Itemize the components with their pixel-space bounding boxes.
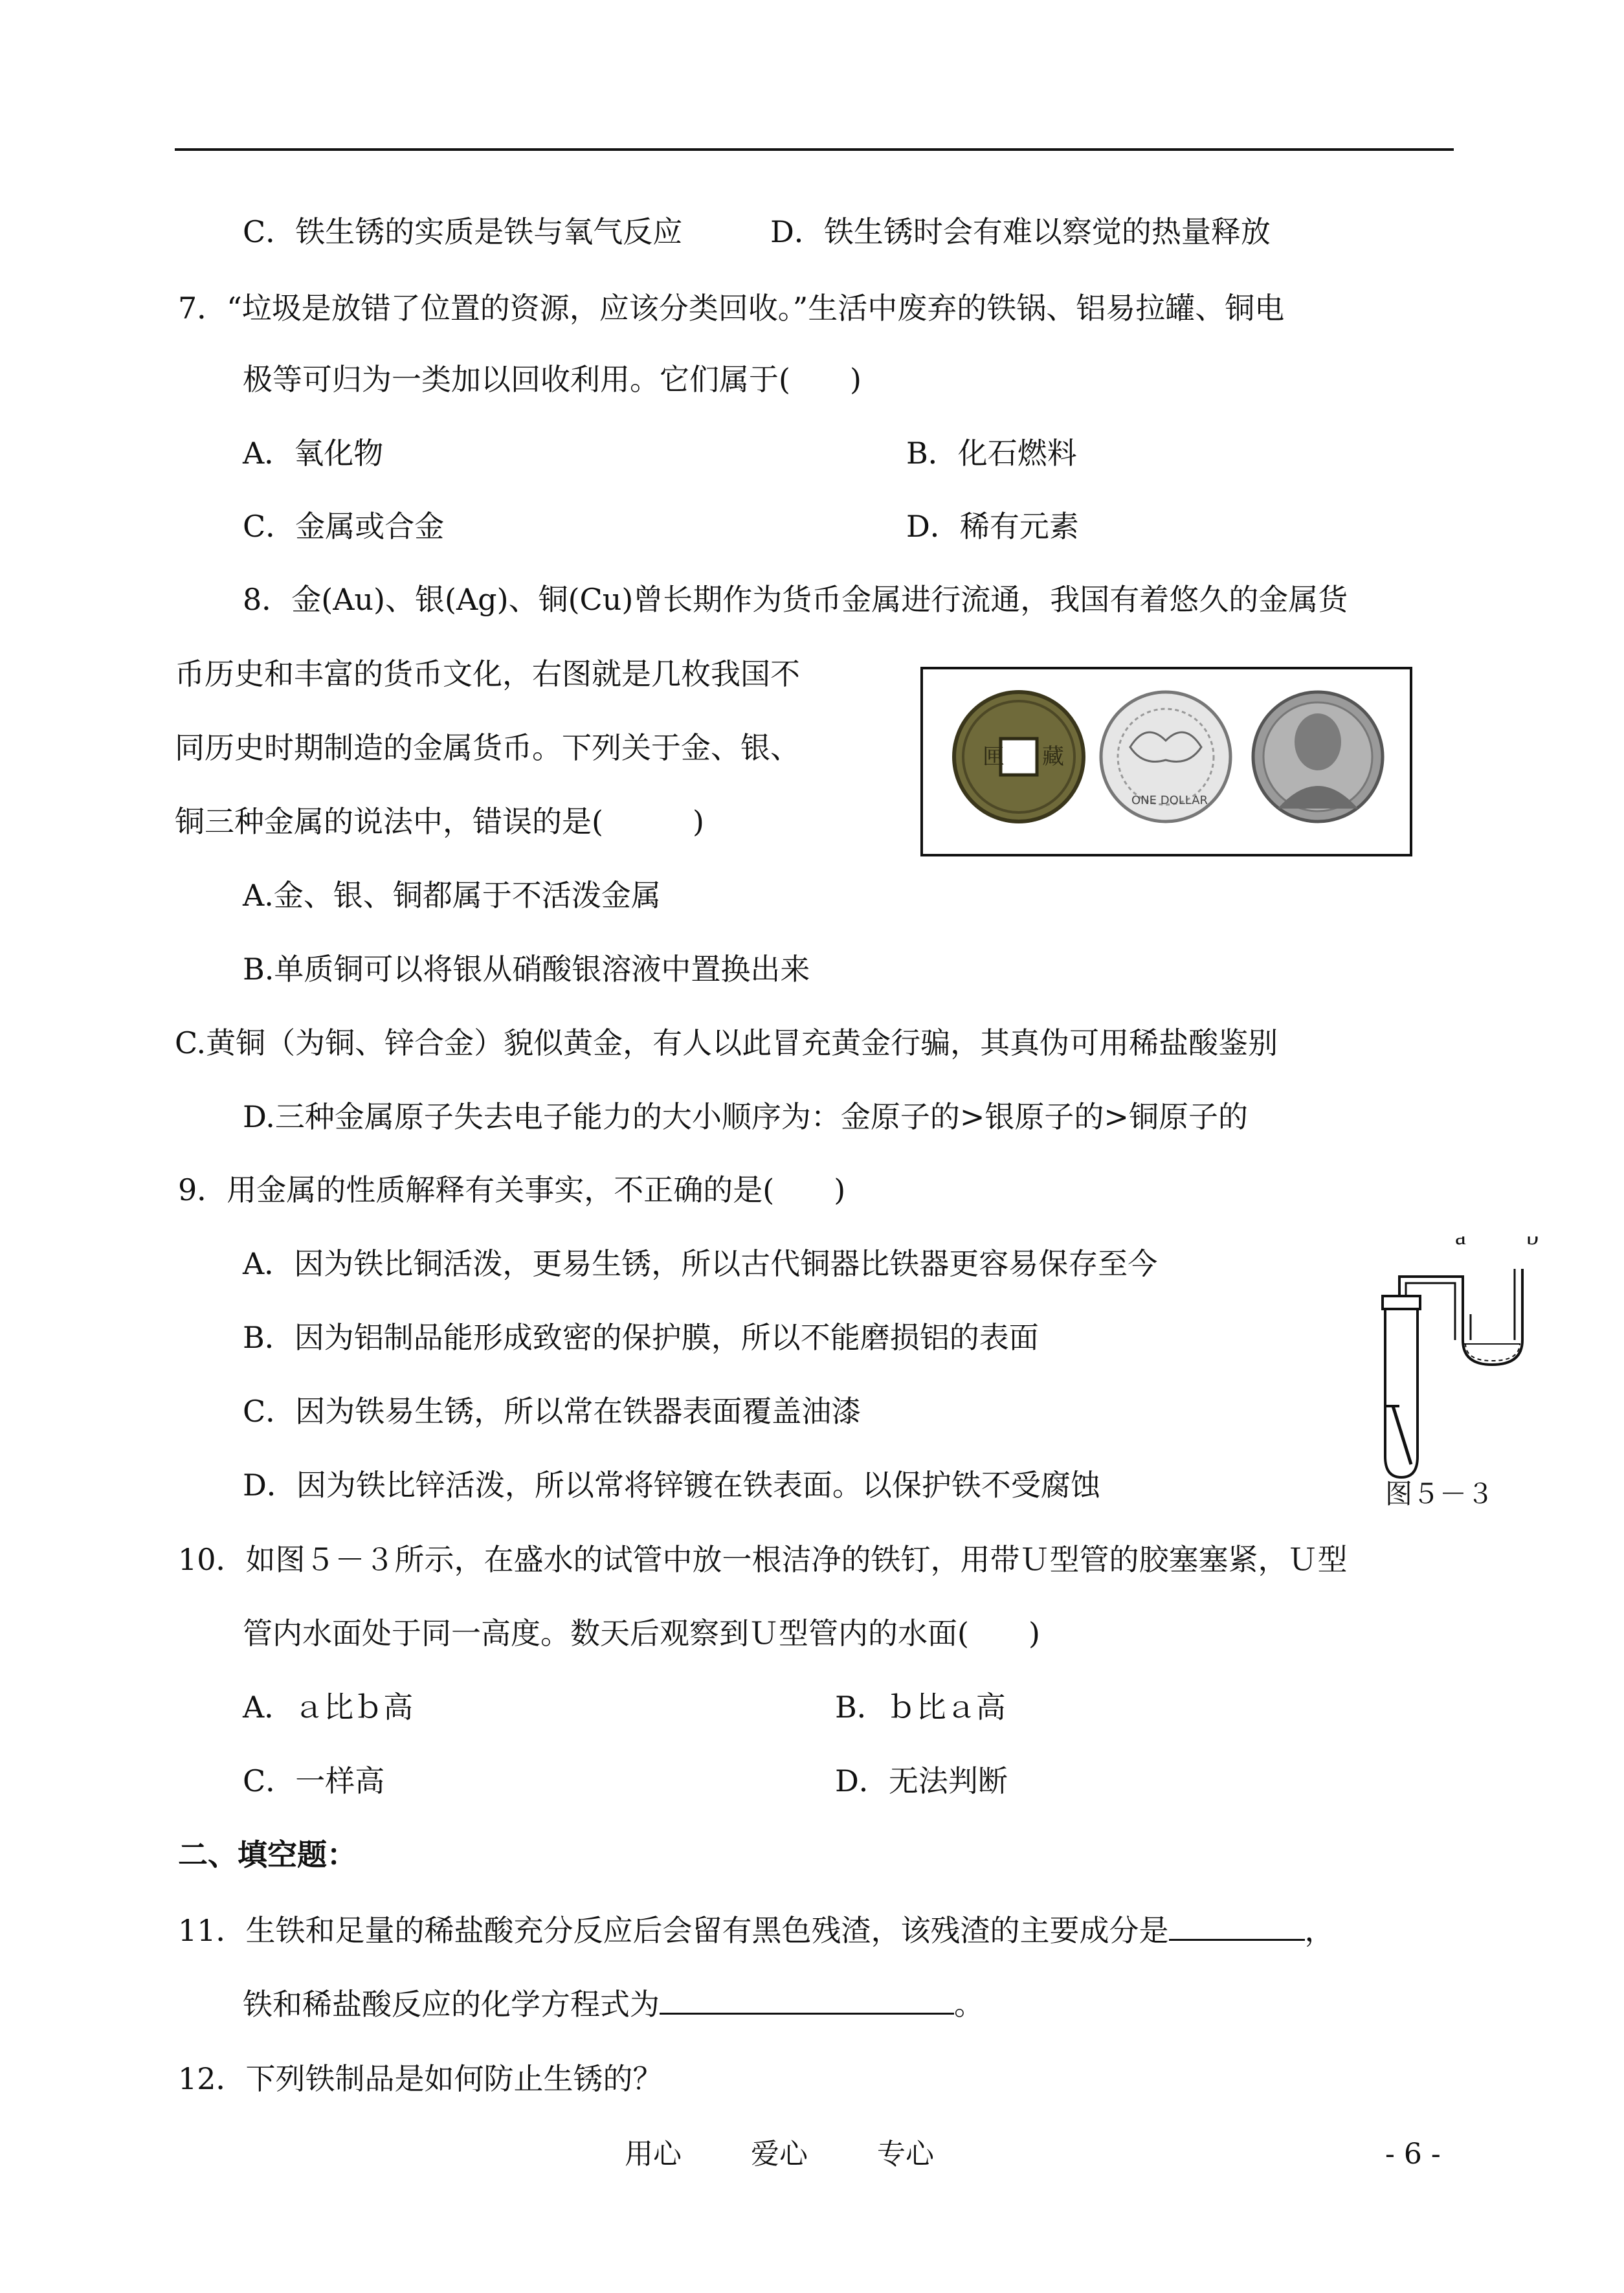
- q9-stem: 9．用金属的性质解释有关事实，不正确的是( ): [178, 1172, 846, 1207]
- q10-stem-line2: 管内水面处于同一高度。数天后观察到Ｕ型管内的水面( ): [243, 1616, 1040, 1651]
- coins-image: [923, 669, 1410, 854]
- q7-option-c: C．金属或合金: [243, 509, 445, 544]
- q10-option-b: B．ｂ比ａ高: [835, 1690, 1006, 1725]
- q6-option-c: C．铁生锈的实质是铁与氧气反应: [243, 214, 683, 249]
- q7-option-d: D．稀有元素: [906, 509, 1079, 544]
- q11-line2: [243, 1984, 984, 2022]
- svg-text:藏: 藏: [1042, 744, 1064, 770]
- label-b: b: [1526, 1236, 1539, 1250]
- iron-nail: [1393, 1406, 1411, 1464]
- q10-stem-line1: 10．如图５－３所示，在盛水的试管中放一根洁净的铁钉，用带Ｕ型管的胶塞塞紧，Ｕ型: [178, 1542, 1348, 1577]
- q11-line2-end: 。: [954, 1987, 984, 2022]
- q7-option-b: B．化石燃料: [906, 436, 1077, 471]
- q8-option-a: A.金、银、铜都属于不活泼金属: [243, 878, 661, 913]
- q11-line2-text: 铁和稀盐酸反应的化学方程式为: [243, 1987, 660, 2022]
- page-number: - 6 -: [1385, 2138, 1441, 2171]
- footer-motto-2: 爱心: [751, 2138, 808, 2171]
- header-rule: [175, 148, 1454, 151]
- q7-stem-line2: 极等可归为一类加以回收利用。它们属于( ): [243, 362, 862, 397]
- q11-line1: [178, 1910, 1335, 1949]
- q9-option-d: D．因为铁比锌活泼，所以常将锌镀在铁表面。以保护铁不受腐蚀: [243, 1468, 1100, 1503]
- q7-option-a: A．氧化物: [243, 436, 384, 471]
- stopper: [1383, 1296, 1420, 1309]
- q9-option-b: B．因为铝制品能形成致密的保护膜，所以不能磨损铝的表面: [243, 1320, 1039, 1355]
- q8-stem-line4: 铜三种金属的说法中，错误的是( ): [175, 804, 704, 839]
- q9-option-c: C．因为铁易生锈，所以常在铁器表面覆盖油漆: [243, 1394, 862, 1429]
- q8-option-c: C.黄铜（为铜、锌合金）貌似黄金，有人以此冒充黄金行骗，其真伪可用稀盐酸鉴别: [175, 1025, 1278, 1060]
- footer-motto-1: 用心: [625, 2138, 682, 2171]
- square-hole: [1001, 739, 1037, 775]
- q8-stem-line1: 8．金(Au)、银(Ag)、铜(Cu)曾长期作为货币金属进行流通，我国有着悠久的金属货: [243, 582, 1348, 617]
- q10-option-d: D．无法判断: [835, 1763, 1008, 1798]
- q8-stem-line2: 币历史和丰富的货币文化，右图就是几枚我国不: [175, 656, 800, 691]
- test-tube: [1385, 1301, 1418, 1477]
- q8-option-d: D.三种金属原子失去电子能力的大小顺序为：金原子的>银原子的>铜原子的: [243, 1099, 1248, 1134]
- u-tube-water: [1465, 1343, 1520, 1361]
- q8-option-b: B.单质铜可以将银从硝酸银溶液中置换出来: [243, 952, 810, 987]
- coins-figure: [920, 667, 1412, 856]
- q10-option-a: A．ａ比ｂ高: [243, 1690, 414, 1725]
- q7-stem-line1: 7．“垃圾是放错了位置的资源，应该分类回收。”生活中废弃的铁锅、铝易拉罐、铜电: [178, 291, 1285, 326]
- figure-caption: 图５－３: [1385, 1478, 1495, 1510]
- q11-answer-blank-2[interactable]: [660, 1984, 954, 2015]
- section-title: 二、填空题：: [178, 1837, 357, 1872]
- q8-stem-line3: 同历史时期制造的金属货币。下列关于金、银、: [175, 730, 800, 765]
- q6-option-d: D．铁生锈时会有难以察觉的热量释放: [770, 214, 1271, 249]
- svg-text:匣: 匣: [983, 744, 1005, 770]
- q11-answer-blank-1[interactable]: [1169, 1910, 1305, 1941]
- q12-stem: 12．下列铁制品是如何防止生锈的？: [178, 2061, 663, 2096]
- q10-option-c: C．一样高: [243, 1763, 385, 1798]
- q11-line1-text: 11．生铁和足量的稀盐酸充分反应后会留有黑色残渣，该残渣的主要成分是: [178, 1913, 1169, 1948]
- q9-option-a: A．因为铁比铜活泼，更易生锈，所以古代铜器比铁器更容易保存至今: [243, 1246, 1158, 1281]
- coin-legend: ONE DOLLAR: [1131, 794, 1208, 807]
- label-a: a: [1455, 1236, 1466, 1250]
- footer-motto-3: 专心: [877, 2138, 934, 2171]
- q11-line1-end: ，: [1304, 1913, 1335, 1948]
- u-tube-figure: [1353, 1236, 1547, 1508]
